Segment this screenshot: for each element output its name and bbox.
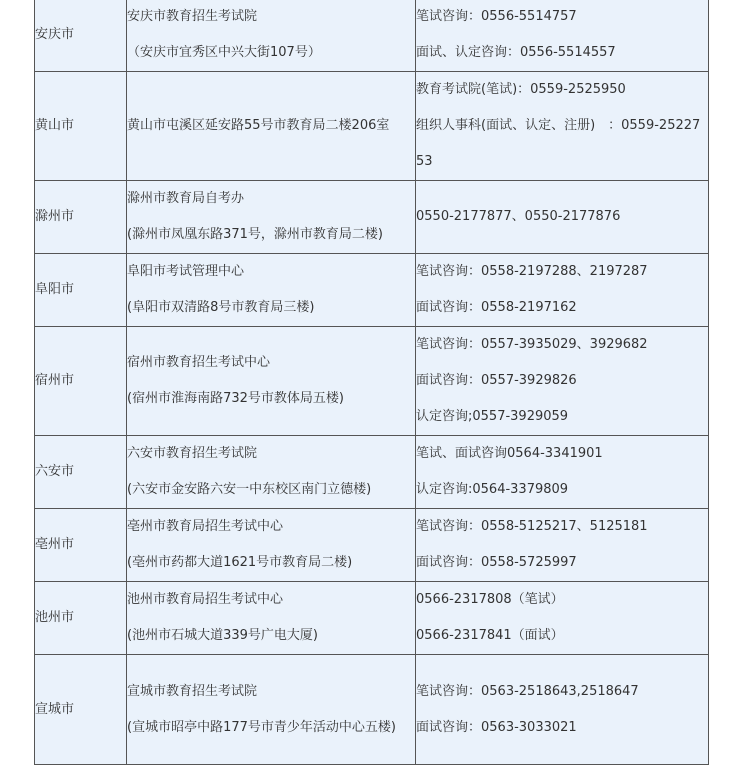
- address-line: 宿州市教育招生考试中心: [127, 355, 271, 370]
- contact-table: [34, 0, 709, 765]
- address-line: (宿州市淮海南路732号市教体局五楼): [127, 391, 344, 406]
- city-cell: 宣城市: [35, 655, 127, 765]
- phone-line: 教育考试院(笔试)：0559-2525950: [416, 82, 626, 97]
- phone-line: 0550-2177877、0550-2177876: [416, 209, 621, 224]
- city-cell: 六安市: [35, 436, 127, 509]
- address-line: 阜阳市考试管理中心: [127, 264, 245, 279]
- phone-cell: [416, 181, 709, 254]
- address-line: 六安市教育招生考试院: [127, 446, 258, 461]
- phone-line: 0566-2317841（面试）: [416, 628, 564, 643]
- phone-line: 面试咨询：0558-2197162: [416, 300, 577, 315]
- city-cell: 池州市: [35, 582, 127, 655]
- phone-cell: [416, 436, 709, 509]
- table-row: [35, 436, 709, 509]
- phone-line: 笔试、面试咨询0564-3341901: [416, 446, 603, 461]
- table-row: [35, 509, 709, 582]
- city-cell: 亳州市: [35, 509, 127, 582]
- city-cell: 黄山市: [35, 72, 127, 181]
- address-line: (池州市石城大道339号广电大厦): [127, 628, 318, 643]
- table-row: [35, 0, 709, 72]
- phone-cell: [416, 509, 709, 582]
- phone-cell: [416, 72, 709, 181]
- address-line: (阜阳市双清路8号市教育局三楼): [127, 300, 315, 315]
- table-row: [35, 254, 709, 327]
- address-cell: [127, 327, 416, 436]
- address-line: (宣城市昭亭中路177号市青少年活动中心五楼): [127, 719, 396, 735]
- address-cell: [127, 509, 416, 582]
- table-row: [35, 327, 709, 436]
- address-line: 宣城市教育招生考试院: [127, 683, 258, 699]
- address-line: (亳州市药都大道1621号市教育局二楼): [127, 555, 353, 570]
- address-line: （安庆市宜秀区中兴大街107号）: [127, 45, 321, 60]
- address-cell: [127, 181, 416, 254]
- address-cell: [127, 655, 416, 765]
- city-cell: 滁州市: [35, 181, 127, 254]
- phone-cell: [416, 327, 709, 436]
- phone-line: 笔试咨询：0556-5514757: [416, 9, 577, 24]
- phone-line: 面试、认定咨询：0556-5514557: [416, 45, 616, 60]
- address-line: 池州市教育局招生考试中心: [127, 592, 284, 607]
- phone-line: 面试咨询：0563-3033021: [416, 719, 577, 735]
- phone-line: 认定咨询;0557-3929059: [416, 409, 569, 424]
- address-cell: [127, 0, 416, 72]
- phone-line: 认定咨询:0564-3379809: [416, 482, 569, 497]
- address-cell: [127, 72, 416, 181]
- address-line: 亳州市教育局招生考试中心: [127, 519, 284, 534]
- city-cell: 阜阳市: [35, 254, 127, 327]
- phone-line: 面试咨询：0557-3929826: [416, 373, 577, 388]
- phone-line: 笔试咨询：0563-2518643,2518647: [416, 683, 639, 699]
- address-line: 安庆市教育招生考试院: [127, 9, 258, 24]
- address-cell: [127, 582, 416, 655]
- phone-cell: [416, 655, 709, 765]
- phone-cell: [416, 582, 709, 655]
- phone-line: 笔试咨询：0557-3935029、3929682: [416, 337, 648, 352]
- table-row: [35, 72, 709, 181]
- table-row: [35, 582, 709, 655]
- table-row: [35, 181, 709, 254]
- city-cell: 宿州市: [35, 327, 127, 436]
- address-line: 黄山市屯溪区延安路55号市教育局二楼206室: [127, 118, 390, 133]
- phone-line: 面试咨询：0558-5725997: [416, 555, 577, 570]
- address-line: (滁州市凤凰东路371号，滁州市教育局二楼): [127, 227, 383, 242]
- address-cell: [127, 254, 416, 327]
- table-row: [35, 655, 709, 765]
- phone-line: 0566-2317808（笔试）: [416, 592, 564, 607]
- phone-cell: [416, 254, 709, 327]
- phone-line: 笔试咨询：0558-2197288、2197287: [416, 264, 648, 279]
- address-line: (六安市金安路六安一中东校区南门立德楼): [127, 482, 372, 497]
- address-line: 滁州市教育局自考办: [127, 191, 245, 206]
- phone-line: 笔试咨询：0558-5125217、5125181: [416, 519, 648, 534]
- phone-cell: [416, 0, 709, 72]
- address-cell: [127, 436, 416, 509]
- phone-line: 组织人事科(面试、认定、注册) ：0559-2522753: [416, 118, 701, 169]
- city-cell: 安庆市: [35, 0, 127, 72]
